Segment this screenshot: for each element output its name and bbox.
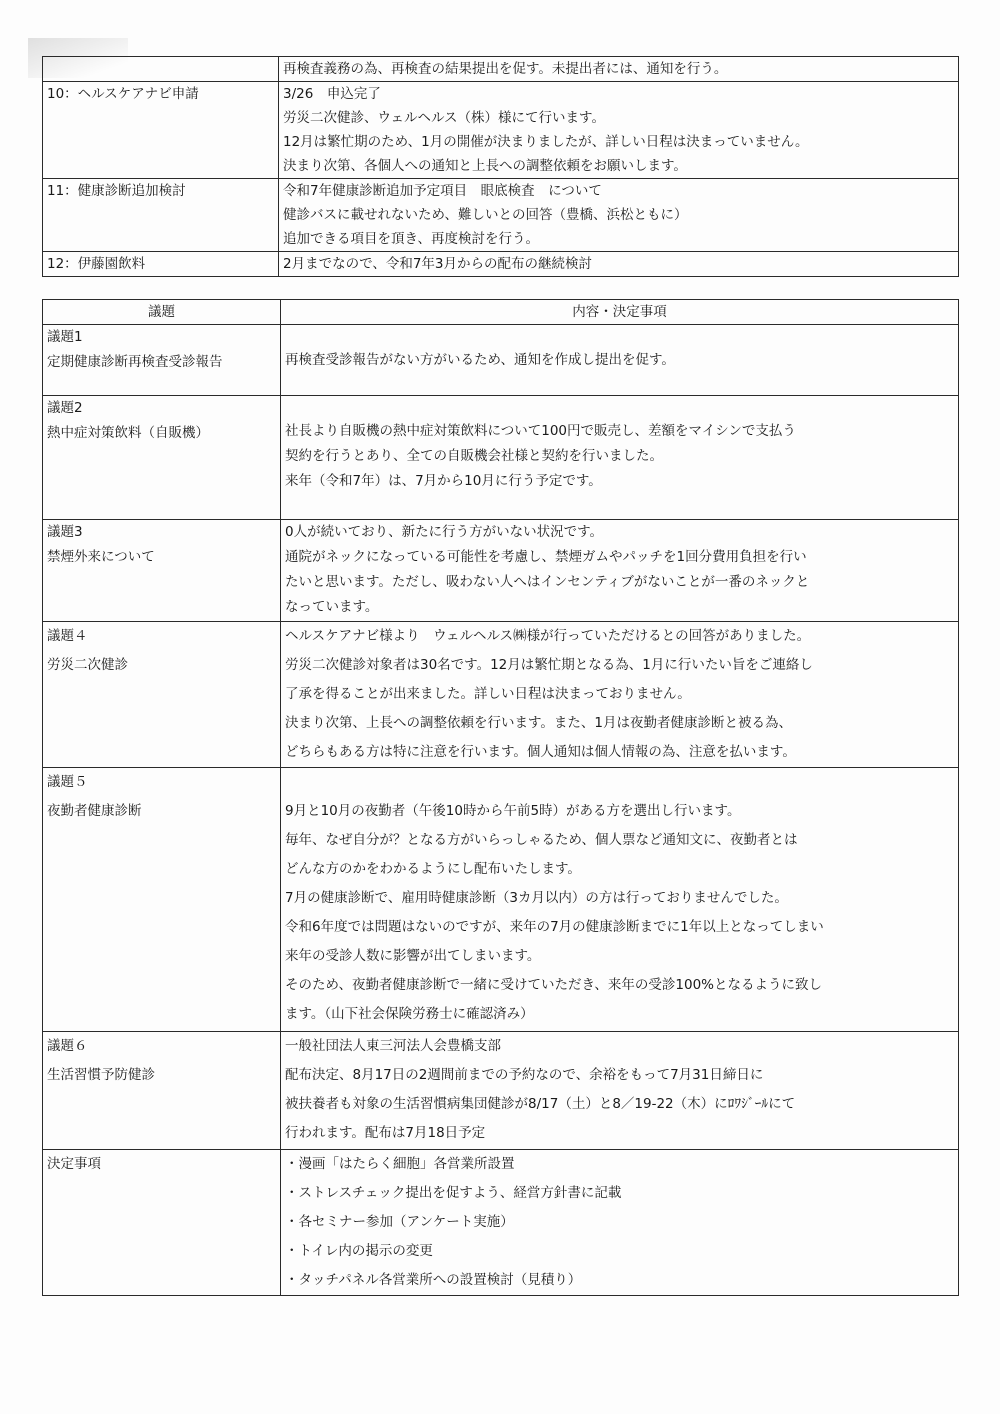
table-row bbox=[43, 82, 959, 179]
table-row bbox=[43, 622, 959, 768]
topic-number: 議題1 bbox=[47, 329, 83, 345]
decision-item: ・漫画「はたらく細胞」各営業所設置 bbox=[285, 1156, 515, 1172]
content-line: 契約を行うとあり、全ての自販機会社様と契約を行いました。 bbox=[285, 448, 663, 464]
table-row bbox=[43, 325, 959, 396]
detail-line: 労災二次健診、ウェルヘルス（株）様にて行います。 bbox=[283, 110, 605, 126]
table-row bbox=[43, 252, 959, 277]
table-row bbox=[43, 1150, 959, 1296]
topic-title: 生活習慣予防健診 bbox=[47, 1067, 155, 1083]
decision-list bbox=[281, 1150, 959, 1296]
content-line: 一般社団法人東三河法人会豊橋支部 bbox=[285, 1038, 501, 1054]
topic-cell bbox=[43, 622, 281, 768]
detail-line: 令和7年健康診断追加予定項目 眼底検査 について bbox=[283, 183, 602, 199]
content-header: 内容・決定事項 bbox=[281, 300, 959, 325]
topic-number: 議題3 bbox=[47, 524, 83, 540]
decision-item: ・タッチパネル各営業所への設置検討（見積り） bbox=[285, 1272, 582, 1288]
content-line: 通院がネックになっている可能性を考慮し、禁煙ガムやパッチを1回分費用負担を行い bbox=[285, 549, 807, 565]
table-row bbox=[43, 520, 959, 622]
content-line: ヘルスケアナビ様より ウェルヘルス㈱様が行っていただけるとの回答がありました。 bbox=[285, 628, 811, 644]
content-line bbox=[285, 768, 954, 797]
topic-cell bbox=[43, 768, 281, 1032]
content-line: 了承を得ることが出来ました。詳しい日程は決まっておりません。 bbox=[285, 686, 691, 702]
content-line: 被扶養者も対象の生活習慣病集団健診が8/17（土）と8／19-22（木）にﾛﾜｼﾞｰﾙにて bbox=[285, 1096, 796, 1112]
content-line: 社長より自販機の熱中症対策飲料について100円で販売し、差額をマイシンで支払う bbox=[285, 423, 796, 439]
topic-number: 議題６ bbox=[47, 1038, 88, 1054]
topic-title: 禁煙外来について bbox=[47, 549, 155, 565]
item-cell bbox=[43, 57, 279, 82]
content-cell bbox=[281, 622, 959, 768]
content-line: どちらもある方は特に注意を行います。個人通知は個人情報の為、注意を払います。 bbox=[285, 744, 796, 760]
content-line: ます。（山下社会保険労務士に確認済み） bbox=[285, 1006, 534, 1022]
content-cell bbox=[281, 1032, 959, 1150]
detail-line: 決まり次第、各個人への通知と上長への調整依頼をお願いします。 bbox=[283, 158, 687, 174]
topic-number: 議題５ bbox=[47, 774, 88, 790]
content-cell bbox=[281, 768, 959, 1032]
topic-number: 議題2 bbox=[47, 400, 83, 416]
detail-cell bbox=[279, 82, 959, 179]
detail-cell bbox=[279, 179, 959, 252]
detail-line: 追加できる項目を頂き、再度検討を行う。 bbox=[283, 231, 539, 247]
topic-title: 熱中症対策飲料（自販機） bbox=[47, 425, 209, 441]
topic-cell bbox=[43, 520, 281, 622]
detail-cell bbox=[279, 57, 959, 82]
detail-line: 12月は繁忙期のため、1月の開催が決まりましたが、詳しい日程は決まっていません。 bbox=[283, 134, 809, 150]
content-line: 毎年、なぜ自分が？となる方がいらっしゃるため、個人票など通知文に、夜勤者とは bbox=[285, 832, 798, 848]
detail-line: 再検査義務の為、再検査の結果提出を促す。未提出者には、通知を行う。 bbox=[283, 61, 728, 77]
topic-title: 夜勤者健康診断 bbox=[47, 803, 142, 819]
content-line: 9月と10月の夜勤者（午後10時から午前5時）がある方を選出し行います。 bbox=[285, 803, 741, 819]
content-line: どんな方のかをわかるようにし配布いたします。 bbox=[285, 861, 581, 877]
table-row bbox=[43, 768, 959, 1032]
content-line: 決まり次第、上長への調整依頼を行います。また、1月は夜勤者健康診断と被る為、 bbox=[285, 715, 793, 731]
topic-number: 議題４ bbox=[47, 628, 88, 644]
item-label bbox=[47, 57, 274, 81]
topic-cell bbox=[43, 396, 281, 520]
table-row bbox=[43, 396, 959, 520]
decision-item: ・各セミナー参加（アンケート実施） bbox=[285, 1214, 514, 1230]
detail-line: 3/26 申込完了 bbox=[283, 86, 381, 102]
table-row bbox=[43, 57, 959, 82]
item-label: 12：伊藤園飲料 bbox=[47, 256, 146, 272]
topic-title: 定期健康診断再検査受診報告 bbox=[47, 354, 223, 370]
content-line: 7月の健康診断で、雇用時健康診断（3カ月以内）の方は行っておりませんでした。 bbox=[285, 890, 788, 906]
content-line: 再検査受診報告がない方がいるため、通知を作成し提出を促す。 bbox=[285, 352, 675, 368]
item-cell bbox=[43, 252, 279, 277]
item-label: 11：健康診断追加検討 bbox=[47, 183, 186, 199]
content-cell bbox=[281, 325, 959, 396]
detail-line: 2月までなので、令和7年3月からの配布の継続検討 bbox=[283, 256, 592, 272]
decision-cell bbox=[43, 1150, 281, 1296]
topic-header: 議題 bbox=[43, 300, 281, 325]
content-line: 令和6年度では問題はないのですが、来年の7月の健康診断までに1年以上となってしまい bbox=[285, 919, 824, 935]
content-line: 労災二次健診対象者は30名です。12月は繁忙期となる為、1月に行いたい旨をご連絡し bbox=[285, 657, 813, 673]
decision-label: 決定事項 bbox=[47, 1156, 101, 1172]
item-cell bbox=[43, 82, 279, 179]
content-cell bbox=[281, 520, 959, 622]
table-row bbox=[43, 179, 959, 252]
content-line: 行われます。配布は7月18日予定 bbox=[285, 1125, 486, 1141]
detail-cell bbox=[279, 252, 959, 277]
decision-item: ・トイレ内の掲示の変更 bbox=[285, 1243, 433, 1259]
topic-cell bbox=[43, 325, 281, 396]
content-cell bbox=[281, 396, 959, 520]
item-cell bbox=[43, 179, 279, 252]
item-label: 10：ヘルスケアナビ申請 bbox=[47, 86, 199, 102]
decision-item: ・ストレスチェック提出を促すよう、経営方針書に記載 bbox=[285, 1185, 622, 1201]
table-row bbox=[43, 1032, 959, 1150]
content-line: たいと思います。ただし、吸わない人へはインセンティブがないことが一番のネックと bbox=[285, 574, 810, 590]
agenda-table bbox=[42, 299, 959, 1296]
content-line: 来年の受診人数に影響が出てしまいます。 bbox=[285, 948, 541, 964]
content-line: 0人が続いており、新たに行う方がいない状況です。 bbox=[285, 524, 604, 540]
content-line: なっています。 bbox=[285, 599, 379, 615]
content-line: 来年（令和7年）は、7月から10月に行う予定です。 bbox=[285, 473, 602, 489]
header-row bbox=[43, 300, 959, 325]
content-line: そのため、夜勤者健康診断で一緒に受けていただき、来年の受診100%となるように致し bbox=[285, 977, 823, 993]
topic-cell bbox=[43, 1032, 281, 1150]
content-line: 配布決定、8月17日の2週間前までの予約なので、余裕をもって7月31日締日に bbox=[285, 1067, 764, 1083]
detail-line: 健診バスに載せれないため、難しいとの回答（豊橋、浜松ともに） bbox=[283, 207, 688, 223]
continued-table bbox=[42, 56, 959, 277]
topic-title: 労災二次健診 bbox=[47, 657, 128, 673]
